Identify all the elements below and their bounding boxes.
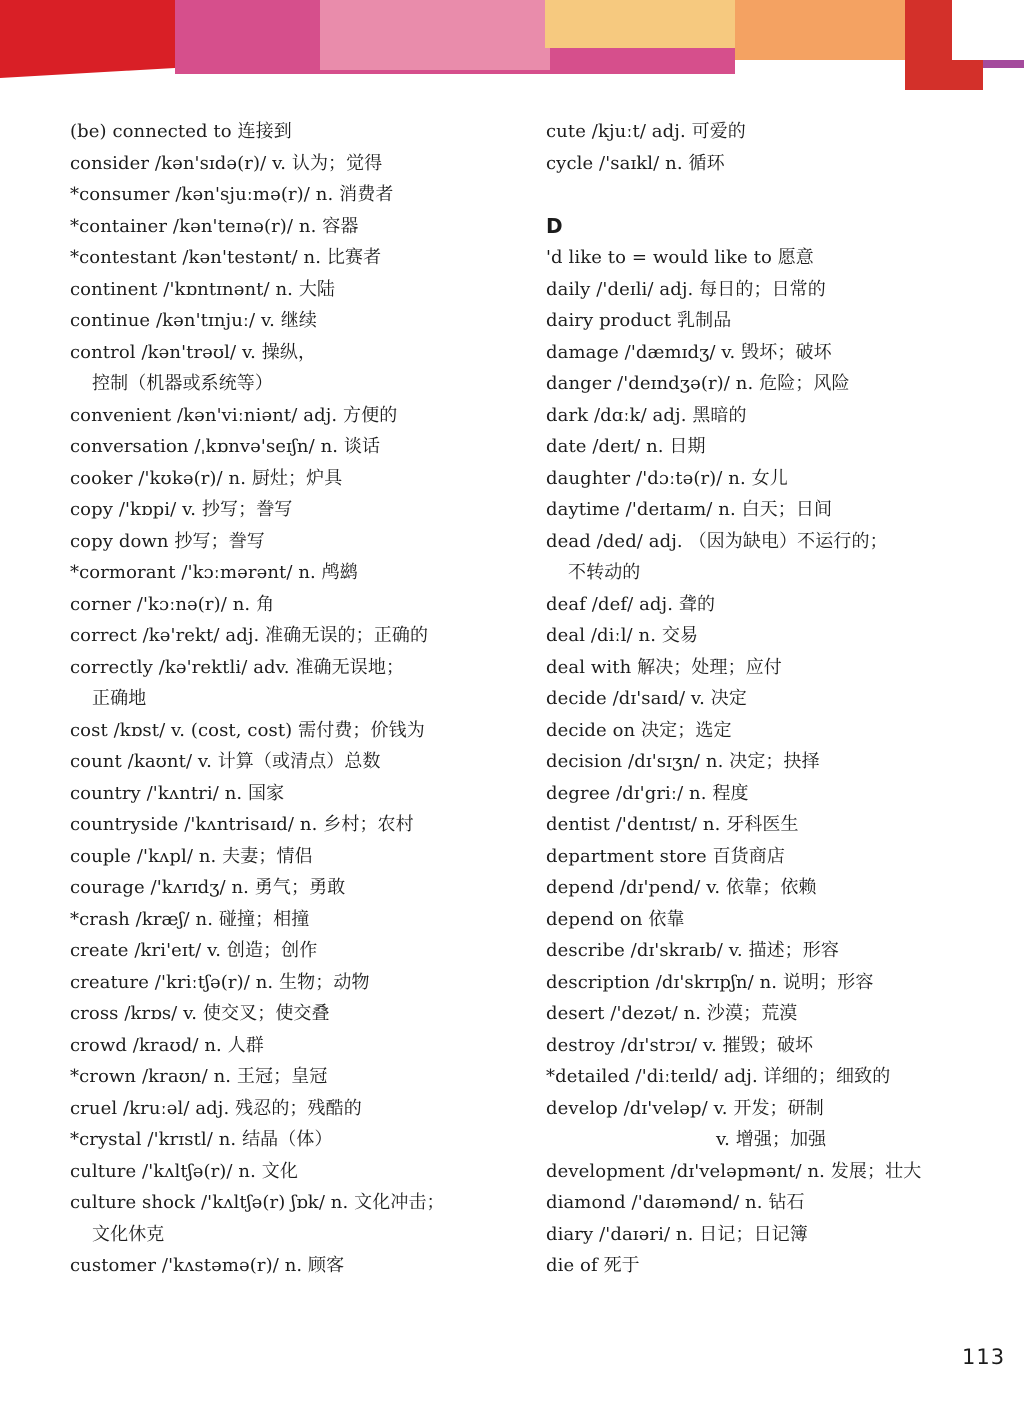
glossary-entry: copy /'kɒpi/ v. 抄写；誊写 (70, 499, 293, 520)
glossary-entry: deal with 解决；处理；应付 (546, 656, 782, 678)
glossary-entry: copy down 抄写；誊写 (70, 530, 265, 552)
glossary-entry: cute /kjuːt/ adj. 可爱的 (546, 121, 746, 142)
glossary-entry: cycle /'saɪkl/ n. 循环 (546, 152, 725, 174)
glossary-entry: diary /'daɪəri/ n. 日记；日记簿 (546, 1223, 808, 1245)
glossary-entry: convenient /kən'viːniənt/ adj. 方便的 (70, 404, 398, 426)
glossary-entry: die of 死于 (546, 1255, 640, 1276)
glossary-entry: dairy product 乳制品 (546, 310, 732, 331)
glossary-column-left (70, 116, 490, 1282)
glossary-entry: dead /ded/ adj. （因为缺电）不运行的； (546, 530, 888, 552)
glossary-entry: control /kən'trəʊl/ v. 操纵， (70, 341, 317, 363)
glossary-entry: count /kaʊnt/ v. 计算（或清点）总数 (70, 751, 381, 772)
glossary-entry: daytime /'deɪtaɪm/ n. 白天；日间 (546, 499, 833, 520)
band-red (0, 0, 190, 78)
glossary-entry: corner /'kɔːnə(r)/ n. 角 (70, 593, 275, 615)
glossary-entry: damage /'dæmɪdʒ/ v. 毁坏；破坏 (546, 341, 832, 363)
glossary-entry: cooker /'kʊkə(r)/ n. 厨灶；炉具 (70, 467, 343, 489)
glossary-entry: (be) connected to 连接到 (70, 121, 292, 142)
glossary-entry-continuation: 不转动的 (568, 562, 641, 583)
glossary-entry: creature /'kriːtʃə(r)/ n. 生物；动物 (70, 971, 370, 993)
glossary-entry: *detailed /'diːteɪld/ adj. 详细的；细致的 (546, 1066, 891, 1087)
glossary-entry: development /dɪ'veləpmənt/ n. 发展；壮大 (546, 1160, 922, 1182)
glossary-entry: deal /diːl/ n. 交易 (546, 625, 699, 646)
glossary-entry: *container /kən'teɪnə(r)/ n. 容器 (70, 215, 359, 237)
glossary-entry: degree /dɪ'griː/ n. 程度 (546, 782, 749, 804)
section-letter-heading: D (546, 213, 563, 238)
glossary-entry: desert /'dezət/ n. 沙漠；荒漠 (546, 1003, 798, 1024)
glossary-entry: depend /dɪ'pend/ v. 依靠；依赖 (546, 877, 817, 898)
glossary-entry: description /dɪ'skrɪpʃn/ n. 说明；形容 (546, 971, 874, 993)
glossary-entry: diamond /'daɪəmənd/ n. 钻石 (546, 1192, 805, 1213)
glossary-entry: continue /kən'tɪnjuː/ v. 继续 (70, 310, 318, 331)
glossary-entry: customer /'kʌstəmə(r)/ n. 顾客 (70, 1255, 345, 1276)
glossary-entry-continuation: 控制（机器或系统等） (92, 373, 273, 394)
glossary-entry: date /deɪt/ n. 日期 (546, 436, 706, 457)
glossary-entry: cost /kɒst/ v. (cost, cost) 需付费；价钱为 (70, 719, 425, 741)
glossary-entry: *crash /kræʃ/ n. 碰撞；相撞 (70, 908, 310, 930)
glossary-entry: decision /dɪ'sɪʒn/ n. 决定；抉择 (546, 751, 820, 772)
glossary-entry: daughter /'dɔːtə(r)/ n. 女儿 (546, 467, 788, 489)
page-number: 113 (962, 1345, 1006, 1369)
band-purple-strip (983, 60, 1024, 68)
glossary-entry: *consumer /kən'sjuːmə(r)/ n. 消费者 (70, 184, 394, 205)
glossary-entry: correctly /kə'rektli/ adv. 准确无误地； (70, 656, 405, 678)
glossary-entry: *crown /kraʊn/ n. 王冠；皇冠 (70, 1066, 328, 1087)
glossary-entry: *cormorant /'kɔːmərənt/ n. 鸬鹚 (70, 562, 358, 583)
glossary-entry: decide on 决定；选定 (546, 719, 732, 741)
glossary-entry: depend on 依靠 (546, 908, 685, 930)
glossary-entry: describe /dɪ'skraɪb/ v. 描述；形容 (546, 940, 839, 961)
glossary-entry: department store 百货商店 (546, 845, 785, 867)
glossary-entry: courage /'kʌrɪdʒ/ n. 勇气；勇敢 (70, 877, 346, 898)
header-color-band (0, 0, 1024, 95)
band-white-notch (952, 0, 1024, 60)
glossary-entry: countryside /'kʌntrisaɪd/ n. 乡村；农村 (70, 814, 414, 835)
glossary-entry: culture /'kʌltʃə(r)/ n. 文化 (70, 1160, 298, 1182)
glossary-entry: create /kri'eɪt/ v. 创造；创作 (70, 940, 318, 961)
glossary-entry: dark /dɑːk/ adj. 黑暗的 (546, 404, 747, 426)
glossary-entry: culture shock /'kʌltʃə(r) ʃɒk/ n. 文化冲击； (70, 1192, 445, 1213)
section-gap (546, 179, 986, 211)
glossary-entry: consider /kən'sɪdə(r)/ v. 认为；觉得 (70, 152, 383, 174)
glossary-entry: cruel /kruːəl/ adj. 残忍的；残酷的 (70, 1097, 362, 1119)
glossary-entry: couple /'kʌpl/ n. 夫妻；情侣 (70, 845, 313, 867)
glossary-entry-continuation: 文化休克 (92, 1223, 165, 1245)
band-rose (320, 0, 550, 70)
glossary-entry: conversation /ˌkɒnvə'seɪʃn/ n. 谈话 (70, 436, 381, 457)
glossary-entry-continuation: v. 增强；加强 (716, 1129, 827, 1150)
glossary-entry: danger /'deɪndʒə(r)/ n. 危险；风险 (546, 373, 850, 394)
glossary-entry: deaf /def/ adj. 聋的 (546, 593, 716, 615)
glossary-entry: 'd like to = would like to 愿意 (546, 247, 814, 268)
glossary-entry: dentist /'dentɪst/ n. 牙科医生 (546, 814, 799, 835)
glossary-entry: country /'kʌntri/ n. 国家 (70, 782, 285, 804)
glossary-entry-continuation: 正确地 (92, 688, 147, 709)
glossary-entry: crowd /kraʊd/ n. 人群 (70, 1034, 264, 1056)
glossary-entry: develop /dɪ'veləp/ v. 开发；研制 (546, 1097, 824, 1119)
glossary-entry: destroy /dɪ'strɔɪ/ v. 摧毁；破坏 (546, 1034, 814, 1056)
glossary-entry: *contestant /kən'testənt/ n. 比赛者 (70, 247, 382, 268)
glossary-entry: cross /krɒs/ v. 使交叉；使交叠 (70, 1003, 330, 1024)
glossary-entry: daily /'deɪli/ adj. 每日的；日常的 (546, 278, 826, 300)
glossary-entry: correct /kə'rekt/ adj. 准确无误的；正确的 (70, 625, 429, 646)
glossary-column-right (546, 116, 986, 1282)
glossary-entry: continent /'kɒntɪnənt/ n. 大陆 (70, 278, 336, 300)
glossary-entry: decide /dɪ'saɪd/ v. 决定 (546, 688, 747, 709)
glossary-entry: *crystal /'krɪstl/ n. 结晶（体） (70, 1129, 333, 1150)
